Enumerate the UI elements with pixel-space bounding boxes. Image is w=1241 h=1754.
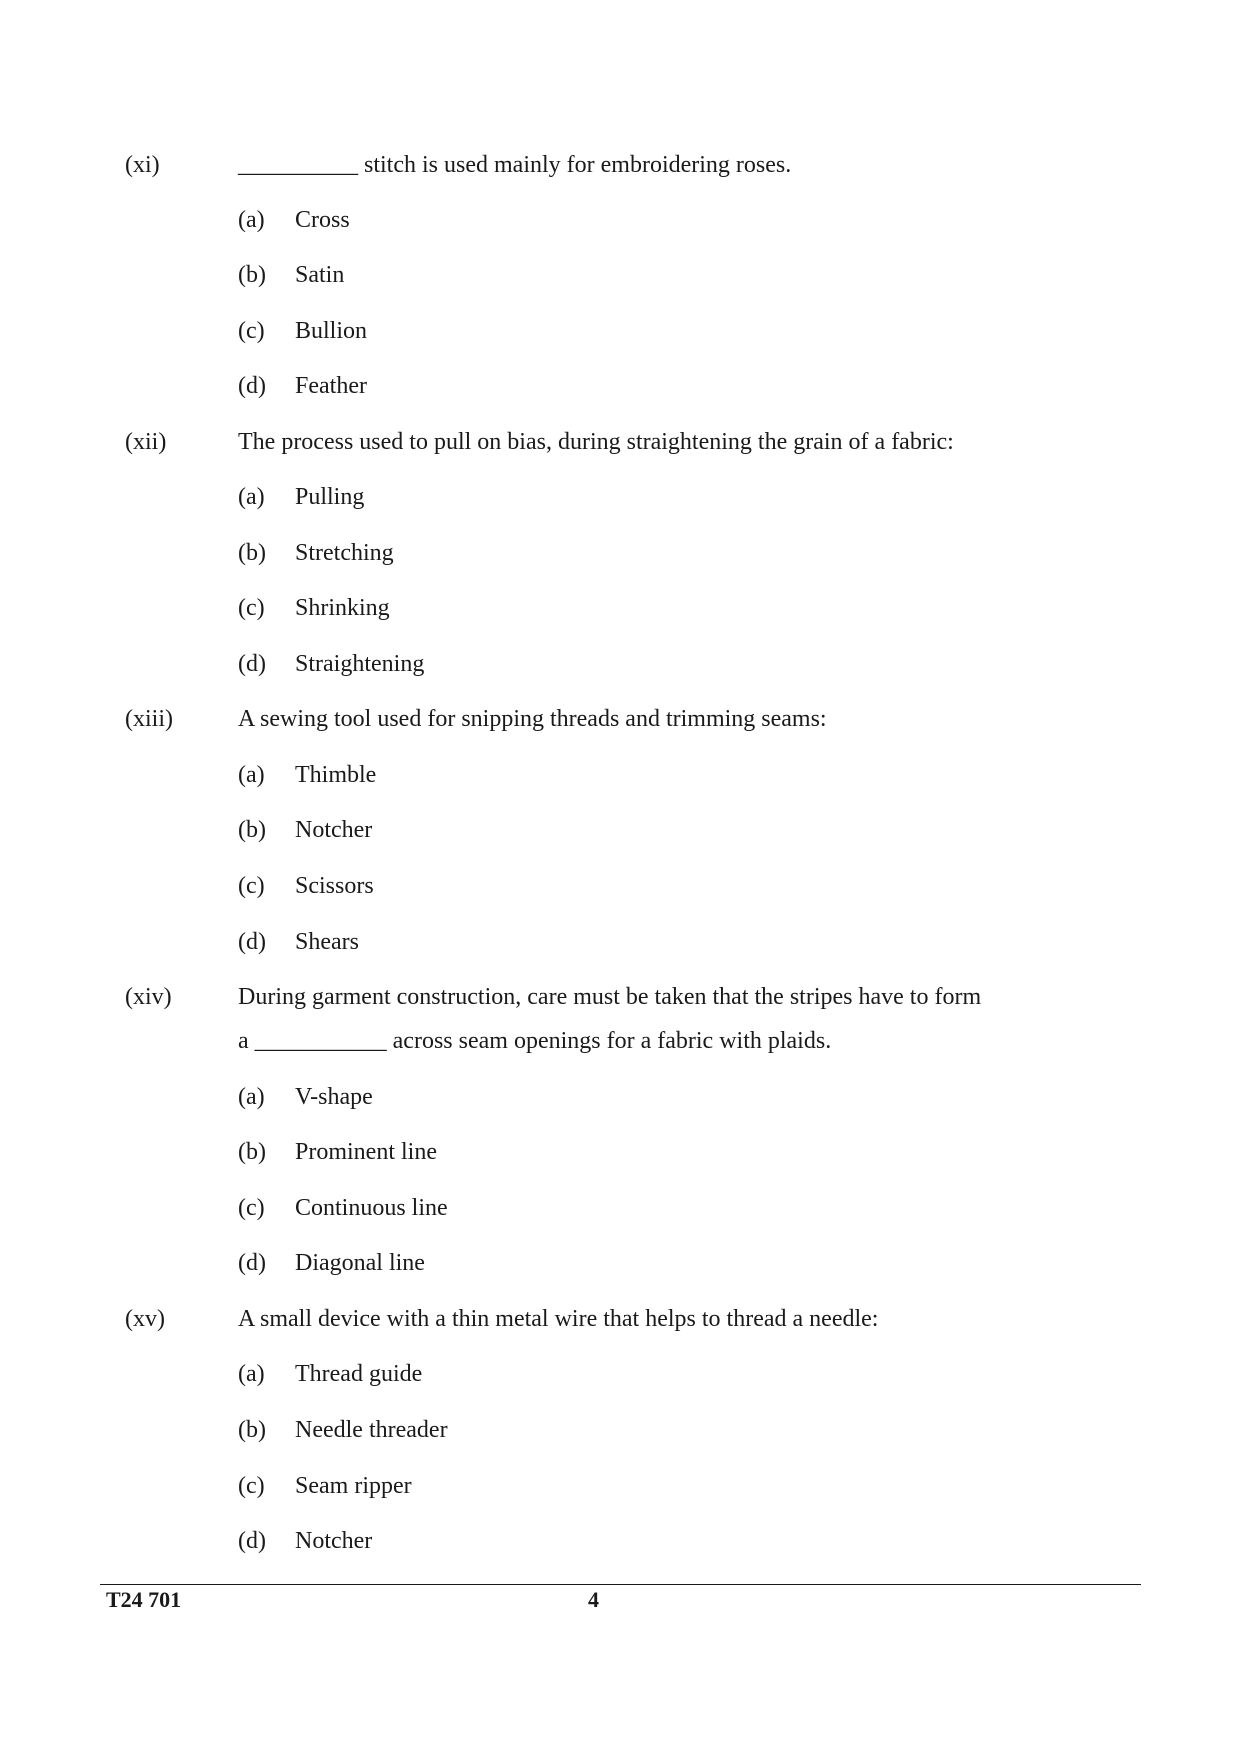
- option-text: Shrinking: [295, 595, 390, 621]
- option-row: [0, 1248, 1241, 1278]
- option-text: Needle threader: [295, 1417, 448, 1443]
- option-letter: (d): [238, 929, 266, 955]
- option-letter: (d): [238, 651, 266, 677]
- option-row: [0, 815, 1241, 845]
- question-text-line: During garment construction, care must be taken that the stripes have to form: [238, 984, 982, 1010]
- option-letter: (b): [238, 1139, 266, 1165]
- paper-code: T24 701: [106, 1587, 182, 1612]
- question-text-line: A small device with a thin metal wire that helps to thread a needle:: [238, 1306, 879, 1332]
- option-letter: (d): [238, 373, 266, 399]
- question-text-line: The process used to pull on bias, during straightening the grain of a fabric:: [238, 429, 954, 455]
- option-text: V-shape: [295, 1084, 373, 1110]
- option-row: [0, 482, 1241, 512]
- question-text-line: __________ stitch is used mainly for embroidering roses.: [238, 152, 792, 178]
- option-text: Notcher: [295, 817, 373, 843]
- option-text: Prominent line: [295, 1139, 437, 1165]
- option-text: Feather: [295, 373, 367, 399]
- question-text-line: a ___________ across seam openings for a fabric with plaids.: [238, 1028, 832, 1054]
- page-number: 4: [588, 1587, 599, 1612]
- option-row: [0, 205, 1241, 235]
- option-letter: (a): [238, 484, 265, 510]
- option-text: Notcher: [295, 1528, 373, 1554]
- option-letter: (c): [238, 595, 265, 621]
- footer-divider: [100, 1584, 1141, 1585]
- option-row: [0, 1415, 1241, 1445]
- question-text: [238, 1304, 1058, 1334]
- option-row: [0, 760, 1241, 790]
- option-letter: (a): [238, 1084, 265, 1110]
- option-row: [0, 927, 1241, 957]
- question-text: [238, 704, 1058, 734]
- option-row: [0, 1526, 1241, 1556]
- option-letter: (c): [238, 873, 265, 899]
- option-letter: (b): [238, 1417, 266, 1443]
- option-text: Cross: [295, 207, 350, 233]
- question-number: (xv): [125, 1306, 165, 1332]
- question-number: (xiii): [125, 706, 173, 732]
- option-row: [0, 649, 1241, 679]
- option-text: Diagonal line: [295, 1250, 425, 1276]
- option-row: [0, 1471, 1241, 1501]
- option-text: Scissors: [295, 873, 374, 899]
- option-letter: (a): [238, 1361, 265, 1387]
- option-letter: (d): [238, 1528, 266, 1554]
- option-text: Straightening: [295, 651, 425, 677]
- option-text: Shears: [295, 929, 359, 955]
- option-text: Satin: [295, 262, 345, 288]
- option-letter: (b): [238, 817, 266, 843]
- option-row: [0, 260, 1241, 290]
- question-number: (xiv): [125, 984, 172, 1010]
- option-row: [0, 1137, 1241, 1167]
- option-row: [0, 538, 1241, 568]
- option-letter: (c): [238, 1195, 265, 1221]
- option-text: Continuous line: [295, 1195, 448, 1221]
- option-letter: (c): [238, 1473, 265, 1499]
- question-text-line: A sewing tool used for snipping threads and trimming seams:: [238, 706, 827, 732]
- option-text: Seam ripper: [295, 1473, 412, 1499]
- option-row: [0, 871, 1241, 901]
- option-text: Thread guide: [295, 1361, 423, 1387]
- question-text: [238, 982, 1058, 1056]
- option-row: [0, 1193, 1241, 1223]
- question-text: [238, 150, 1058, 180]
- option-row: [0, 371, 1241, 401]
- option-text: Thimble: [295, 762, 377, 788]
- option-letter: (c): [238, 318, 265, 344]
- option-text: Bullion: [295, 318, 368, 344]
- question-text: [238, 427, 1058, 457]
- option-letter: (a): [238, 762, 265, 788]
- question-number: (xi): [125, 152, 160, 178]
- option-row: [0, 593, 1241, 623]
- option-letter: (d): [238, 1250, 266, 1276]
- option-letter: (b): [238, 262, 266, 288]
- option-row: [0, 1082, 1241, 1112]
- option-letter: (b): [238, 540, 266, 566]
- option-row: [0, 316, 1241, 346]
- question-number: (xii): [125, 429, 167, 455]
- option-text: Stretching: [295, 540, 394, 566]
- option-text: Pulling: [295, 484, 365, 510]
- option-letter: (a): [238, 207, 265, 233]
- option-row: [0, 1359, 1241, 1389]
